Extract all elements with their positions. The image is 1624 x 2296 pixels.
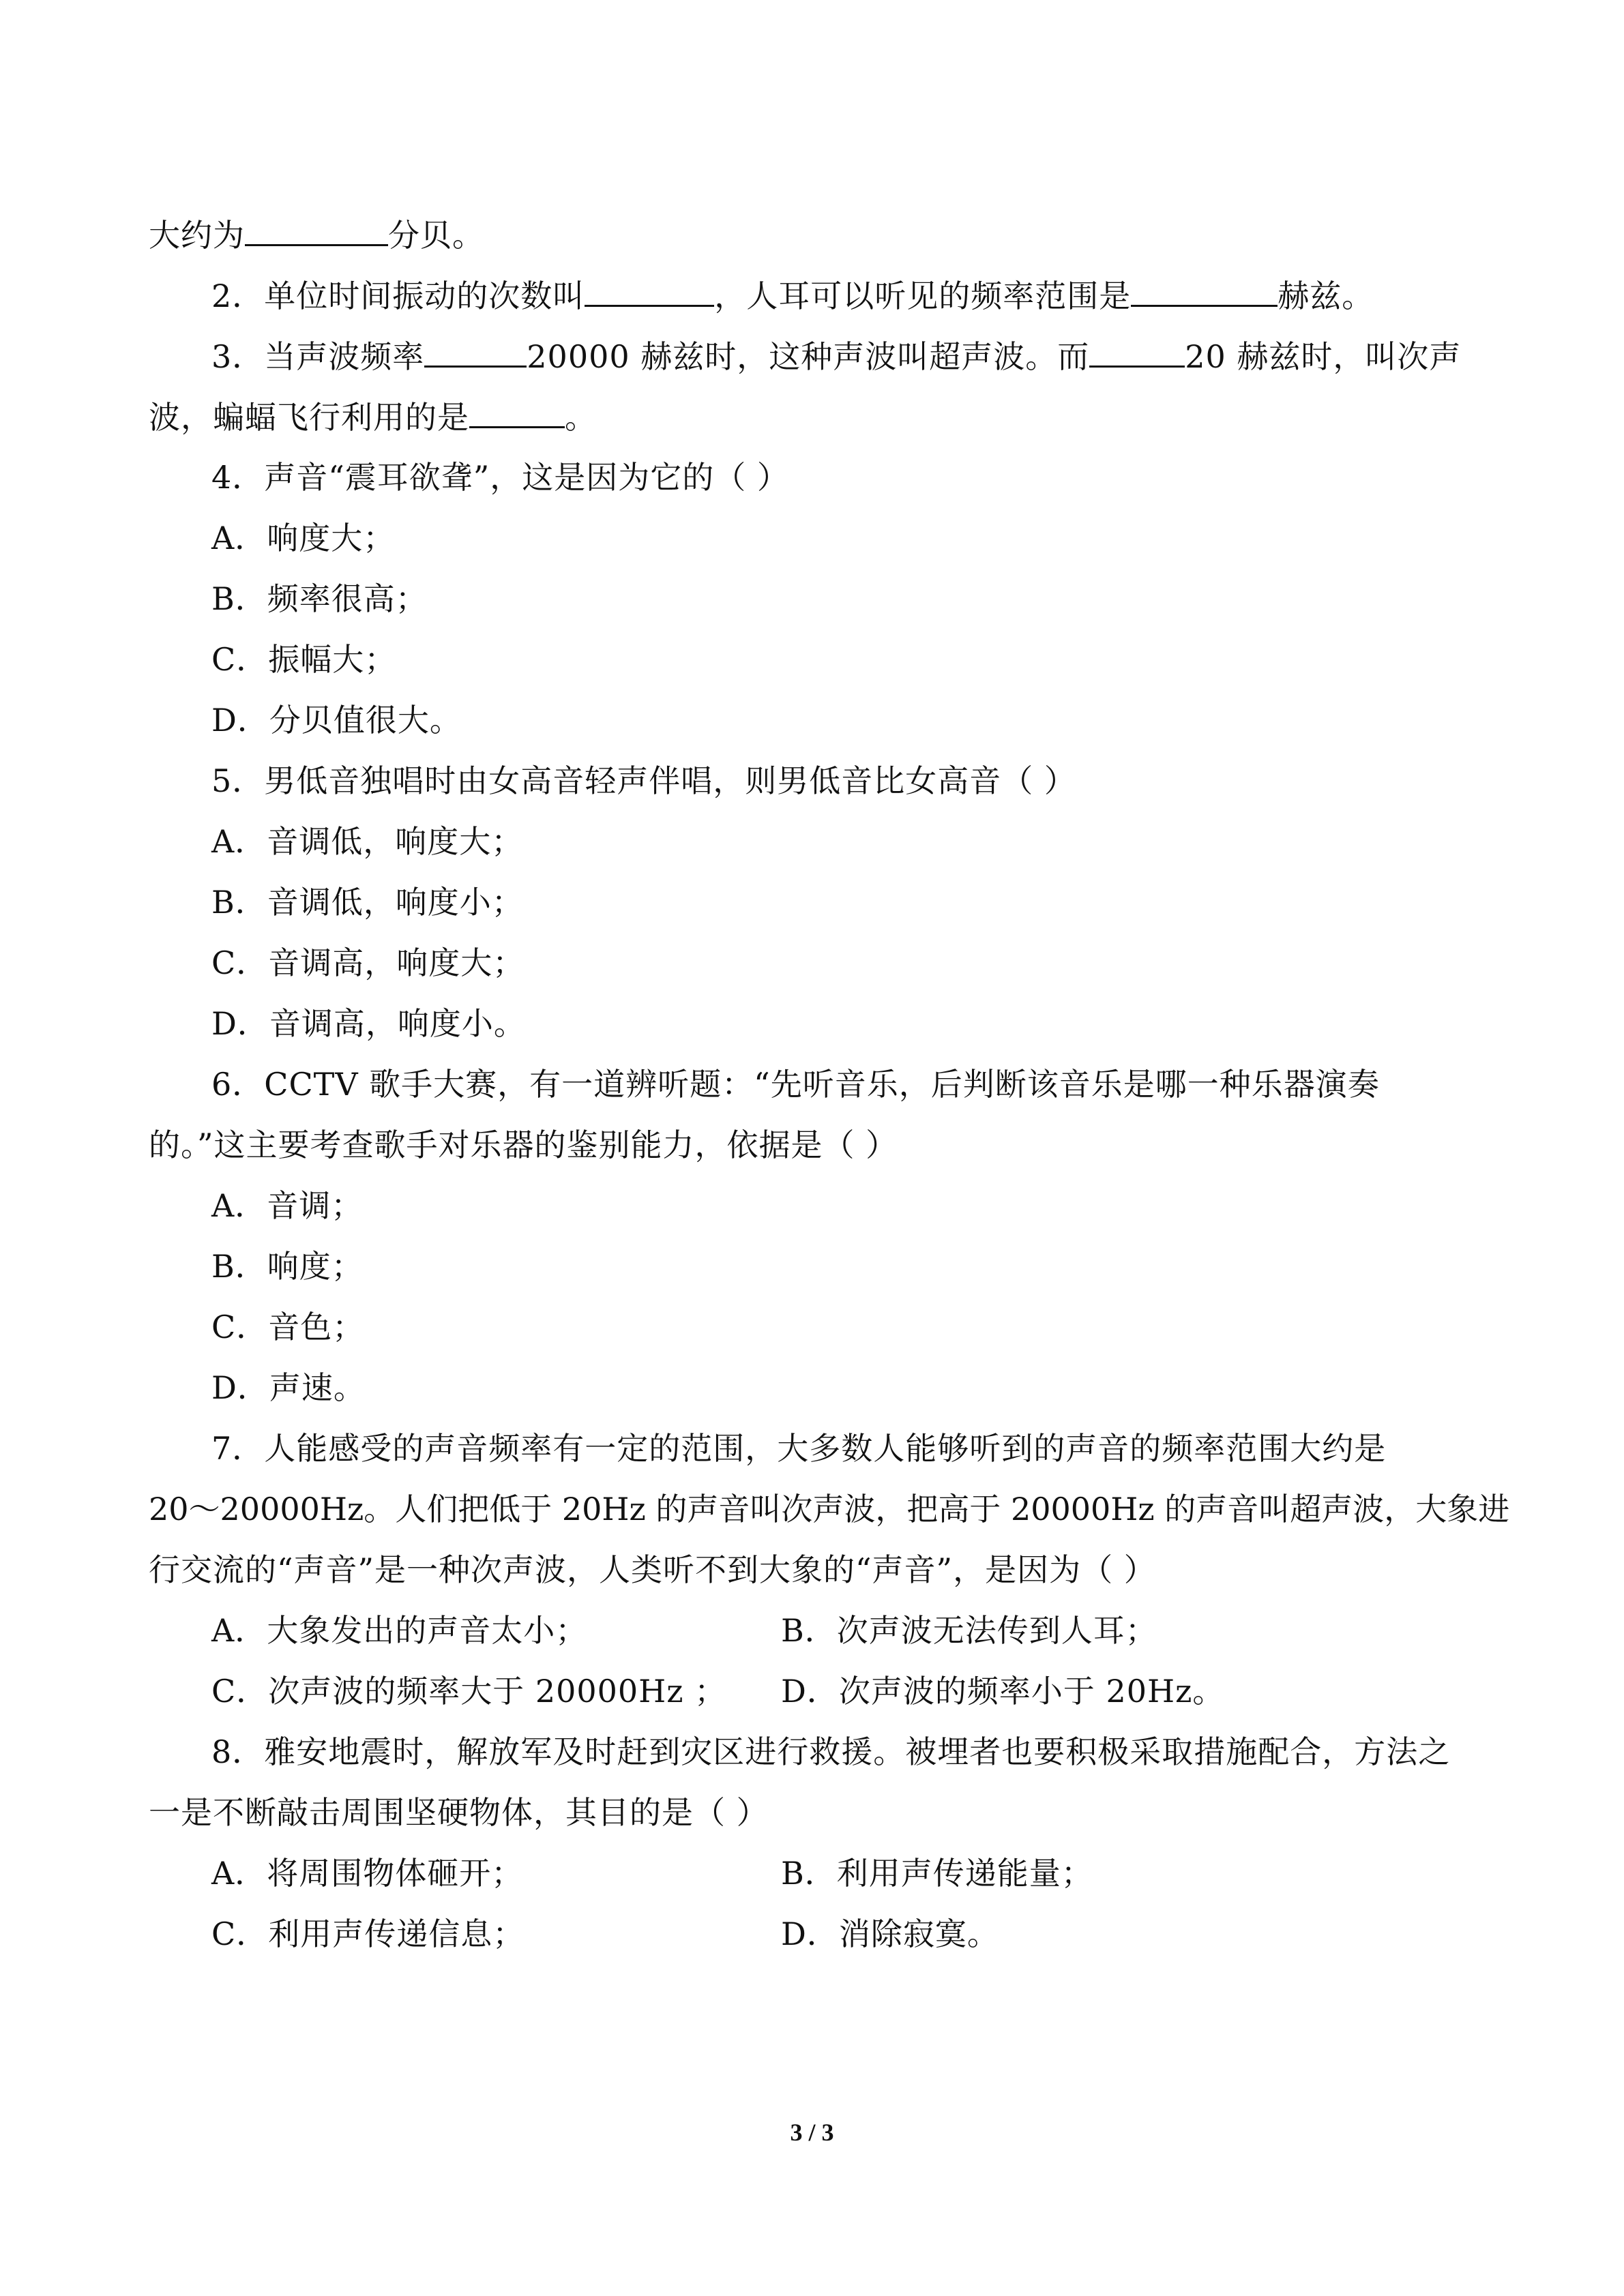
- question-7-continuation: 行交流的“声音”是一种次声波，人类听不到大象的“声音”，是因为（ ）: [149, 1551, 1156, 1588]
- page-number: 3 / 3: [790, 2119, 834, 2146]
- option-b: B．利用声传递能量；: [781, 1855, 1093, 1892]
- text-segment: 。: [565, 399, 597, 436]
- option-d: D．声速。: [211, 1369, 366, 1406]
- text-segment: 20000 赫兹时，这种声波叫超声波。而: [527, 338, 1090, 375]
- text-segment: ，人耳可以听见的频率范围是: [714, 278, 1132, 314]
- option-d: D．次声波的频率小于 20Hz。: [781, 1673, 1225, 1710]
- question-3-continuation: [149, 396, 597, 438]
- question-3: [211, 336, 1461, 377]
- option-a: A．大象发出的声音太小；: [211, 1612, 588, 1649]
- text-segment: 3．当声波频率: [211, 338, 425, 375]
- answer-blank: [245, 214, 388, 246]
- option-b: B．频率很高；: [211, 580, 428, 617]
- answer-blank: [469, 396, 565, 428]
- option-c: C．利用声传递信息；: [211, 1915, 525, 1952]
- question-7-continuation: 20～20000Hz。人们把低于 20Hz 的声音叫次声波，把高于 20000Hz 的声音叫超声波，大象进: [149, 1491, 1510, 1527]
- option-c: C．次声波的频率大于 20000Hz ；: [211, 1673, 727, 1710]
- option-a: A．将周围物体砸开；: [211, 1855, 524, 1892]
- text-segment: 赫兹。: [1278, 278, 1374, 314]
- answer-blank: [585, 275, 714, 307]
- answer-blank: [424, 336, 527, 368]
- text-segment: 20 赫兹时，叫次声: [1185, 338, 1462, 375]
- question-2: [211, 275, 1374, 316]
- text-segment: 分贝。: [388, 217, 484, 254]
- option-c: C．振幅大；: [211, 641, 397, 678]
- option-d: D．消除寂寞。: [781, 1915, 999, 1952]
- option-d: D．音调高，响度小。: [211, 1005, 526, 1042]
- option-b: B．响度；: [211, 1248, 364, 1285]
- option-a: A．音调低，响度大；: [211, 823, 524, 860]
- question-6-continuation: 的。”这主要考查歌手对乐器的鉴别能力，依据是（ ）: [149, 1127, 898, 1163]
- question-1-continuation: [149, 214, 484, 256]
- text-segment: 波，蝙蝠飞行利用的是: [149, 399, 469, 436]
- question-4: 4．声音“震耳欲聋”，这是因为它的（ ）: [211, 459, 789, 496]
- answer-blank: [1089, 336, 1185, 368]
- question-5: 5．男低音独唱时由女高音轻声伴唱，则男低音比女高音（ ）: [211, 762, 1076, 799]
- option-c: C．音调高，响度大；: [211, 944, 525, 981]
- option-b: B．次声波无法传到人耳；: [781, 1612, 1157, 1649]
- option-a: A．音调；: [211, 1187, 364, 1224]
- option-a: A．响度大；: [211, 520, 396, 556]
- option-b: B．音调低，响度小；: [211, 884, 524, 921]
- question-6: 6．CCTV 歌手大赛，有一道辨听题：“先听音乐，后判断该音乐是哪一种乐器演奏: [211, 1066, 1380, 1103]
- text-segment: 2．单位时间振动的次数叫: [211, 278, 585, 314]
- question-8-continuation: 一是不断敲击周围坚硬物体，其目的是（ ）: [149, 1794, 769, 1831]
- text-segment: 大约为: [149, 217, 245, 254]
- option-d: D．分贝值很大。: [211, 702, 462, 739]
- question-8: 8．雅安地震时，解放军及时赶到灾区进行救援。被埋者也要积极采取措施配合，方法之: [211, 1733, 1451, 1770]
- question-7: 7．人能感受的声音频率有一定的范围，大多数人能够听到的声音的频率范围大约是: [211, 1430, 1387, 1467]
- option-c: C．音色；: [211, 1309, 365, 1345]
- answer-blank: [1131, 275, 1278, 307]
